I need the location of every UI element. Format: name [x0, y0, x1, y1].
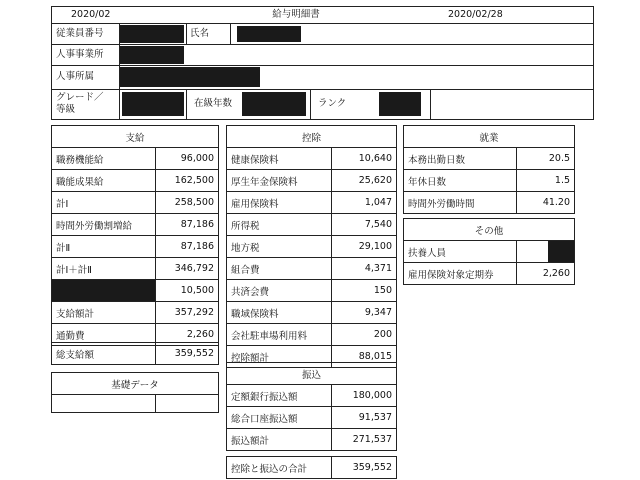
- payment-value: 10,500: [156, 280, 219, 302]
- attendance-label: 本務出勤日数: [404, 148, 517, 170]
- other-title: その他: [404, 219, 575, 241]
- grand-total-table: [226, 456, 397, 479]
- payments-table: [51, 125, 219, 346]
- commuter-pass-label: 雇用保険対象定期券: [404, 263, 517, 285]
- employee-no-redacted: [120, 25, 184, 43]
- table-row: [52, 214, 219, 236]
- tenure-redacted: [242, 92, 306, 116]
- deduction-value: 10,640: [332, 148, 397, 170]
- payment-value: 87,186: [156, 236, 219, 258]
- grand-total-label: 控除と振込の合計: [227, 457, 332, 479]
- deduction-value: 29,100: [332, 236, 397, 258]
- table-row: [227, 214, 397, 236]
- hr-office-label: 人事事業所: [56, 49, 104, 60]
- deduction-value: 88,015: [332, 346, 397, 368]
- hr-dept-row: [52, 65, 593, 90]
- payments-title: 支給: [52, 126, 219, 148]
- transfer-label: 振込額計: [227, 429, 332, 451]
- payment-value: 87,186: [156, 214, 219, 236]
- attendance-label: 時間外労働時間: [404, 192, 517, 214]
- table-row: [227, 324, 397, 346]
- table-row: [227, 148, 397, 170]
- payment-label: 計Ⅰ: [52, 192, 156, 214]
- payment-value: 96,000: [156, 148, 219, 170]
- employee-no-label: 従業員番号: [56, 28, 104, 39]
- basic-data-table: [51, 372, 219, 413]
- deduction-label: 共済会費: [227, 280, 332, 302]
- attendance-table: [403, 125, 575, 214]
- transfer-label: 定額銀行振込額: [227, 385, 332, 407]
- attendance-value: 1.5: [517, 170, 575, 192]
- gross-total-label: 総支給額: [52, 343, 156, 365]
- deduction-value: 4,371: [332, 258, 397, 280]
- payment-label: 職能成果給: [52, 170, 156, 192]
- table-row: [404, 170, 575, 192]
- table-row: [404, 148, 575, 170]
- table-row: [227, 302, 397, 324]
- payment-value: 258,500: [156, 192, 219, 214]
- table-row: [404, 241, 575, 263]
- table-row: [52, 236, 219, 258]
- payment-value: 357,292: [156, 302, 219, 324]
- dependents-value: [517, 241, 575, 263]
- deduction-label: 健康保険料: [227, 148, 332, 170]
- transfer-value: 180,000: [332, 385, 397, 407]
- basic-data-cell: [156, 395, 219, 413]
- grade-redacted: [122, 92, 184, 116]
- table-row: [404, 192, 575, 214]
- deduction-label: 所得税: [227, 214, 332, 236]
- deduction-value: 150: [332, 280, 397, 302]
- header-title-row: [52, 7, 593, 24]
- dependents-label: 扶養人員: [404, 241, 517, 263]
- table-row: [227, 192, 397, 214]
- payment-label: 通勤費: [52, 324, 156, 346]
- table-row: [227, 258, 397, 280]
- deduction-label: 控除額計: [227, 346, 332, 368]
- grand-total-value: 359,552: [332, 457, 397, 479]
- table-row: [227, 429, 397, 451]
- table-row: [52, 148, 219, 170]
- redacted-payment-label: [52, 280, 156, 302]
- hr-office-row: [52, 44, 593, 66]
- hr-dept-redacted: [120, 67, 260, 87]
- table-row: [52, 192, 219, 214]
- header-block: [51, 6, 594, 120]
- deduction-label: 雇用保険料: [227, 192, 332, 214]
- grade-label: [52, 89, 104, 119]
- attendance-value: 20.5: [517, 148, 575, 170]
- payment-value: 346,792: [156, 258, 219, 280]
- period: 2020/02: [71, 9, 111, 20]
- payment-value: 2,260: [156, 324, 219, 346]
- pay-date: 2020/02/28: [448, 9, 503, 20]
- deduction-label: 職域保険料: [227, 302, 332, 324]
- basic-data-cell: [52, 395, 156, 413]
- table-row: [404, 263, 575, 285]
- deductions-table: [226, 125, 397, 368]
- deduction-label: 組合費: [227, 258, 332, 280]
- attendance-title: 就業: [404, 126, 575, 148]
- transfers-table: [226, 362, 397, 451]
- table-row: [227, 280, 397, 302]
- table-row: [52, 280, 219, 302]
- gross-total-table: [51, 342, 219, 365]
- deduction-value: 1,047: [332, 192, 397, 214]
- transfers-title: 振込: [227, 363, 397, 385]
- deduction-label: 厚生年金保険料: [227, 170, 332, 192]
- rank-label: ランク: [318, 98, 347, 109]
- rank-redacted: [379, 92, 421, 116]
- grade-row: [52, 89, 593, 119]
- table-row: [52, 302, 219, 324]
- other-table: [403, 218, 575, 285]
- payment-value: 162,500: [156, 170, 219, 192]
- deduction-value: 25,620: [332, 170, 397, 192]
- payment-label: 支給額計: [52, 302, 156, 324]
- transfer-value: 91,537: [332, 407, 397, 429]
- attendance-label: 年休日数: [404, 170, 517, 192]
- hr-dept-label: 人事所属: [56, 71, 95, 82]
- gross-total-value: 359,552: [156, 343, 219, 365]
- tenure-label: 在級年数: [194, 98, 233, 109]
- hr-office-redacted: [120, 46, 184, 64]
- commuter-pass-value: 2,260: [517, 263, 575, 285]
- deductions-title: 控除: [227, 126, 397, 148]
- payment-label: 計Ⅱ: [52, 236, 156, 258]
- grade-label-line2: 等級: [56, 104, 76, 115]
- document-title: 給与明細書: [272, 9, 320, 20]
- dependents-redacted: [548, 241, 574, 262]
- transfer-label: 総合口座振込額: [227, 407, 332, 429]
- table-row: [227, 170, 397, 192]
- name-redacted: [237, 26, 301, 42]
- deduction-label: 地方税: [227, 236, 332, 258]
- attendance-value: 41.20: [517, 192, 575, 214]
- table-row: [52, 258, 219, 280]
- name-label: 氏名: [190, 28, 210, 39]
- payment-label: 職務機能給: [52, 148, 156, 170]
- deduction-value: 9,347: [332, 302, 397, 324]
- payment-label: 時間外労働割増給: [52, 214, 156, 236]
- basic-data-title: 基礎データ: [52, 373, 219, 395]
- transfer-value: 271,537: [332, 429, 397, 451]
- deduction-value: 200: [332, 324, 397, 346]
- payment-label: 計Ⅰ＋計Ⅱ: [52, 258, 156, 280]
- table-row: [227, 385, 397, 407]
- grade-label-line1: グレード／: [56, 92, 104, 103]
- table-row: [227, 407, 397, 429]
- table-row: [52, 170, 219, 192]
- employee-row: [52, 23, 593, 45]
- deduction-value: 7,540: [332, 214, 397, 236]
- deduction-label: 会社駐車場利用料: [227, 324, 332, 346]
- table-row: [227, 236, 397, 258]
